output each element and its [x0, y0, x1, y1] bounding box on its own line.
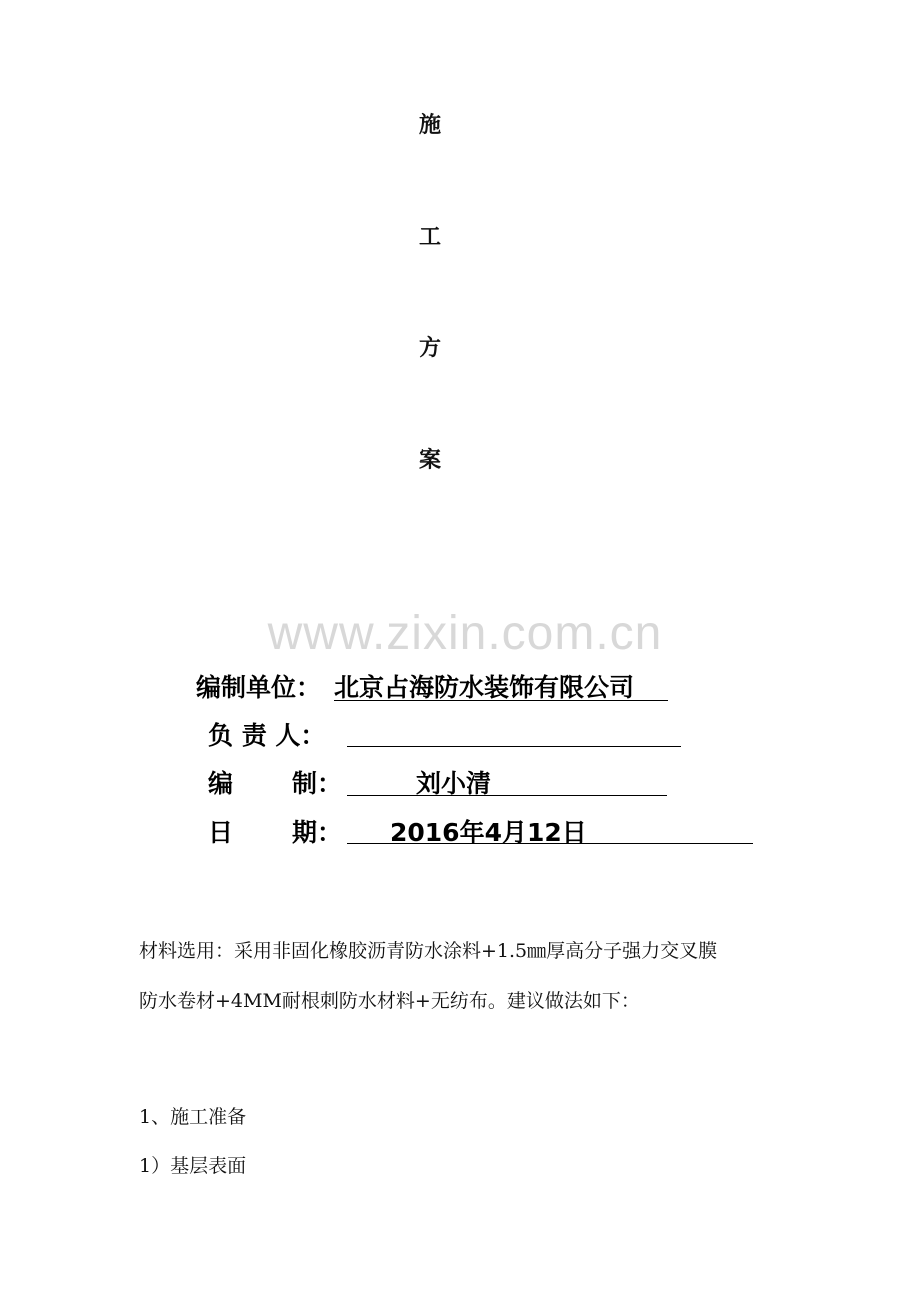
title-char-4: 案: [418, 448, 441, 473]
unit-label: 编制单位：: [196, 673, 322, 702]
date-value: 2016年4月12日: [390, 818, 587, 847]
date-label-1: 日: [208, 818, 234, 847]
compiler-value: 刘小清: [416, 769, 492, 798]
subsection-heading: 1）基层表面: [139, 1155, 247, 1177]
manager-label: 负 责 人：: [208, 721, 326, 750]
unit-underline: [334, 700, 668, 701]
compiler-underline: [347, 795, 667, 796]
title-char-1: 施: [418, 113, 441, 138]
manager-underline: [347, 746, 681, 747]
materials-line-2: 防水卷材+4MM耐根刺防水材料+无纺布。建议做法如下：: [139, 990, 640, 1012]
materials-line-1: 材料选用：采用非固化橡胶沥青防水涂料+1.5㎜厚高分子强力交叉膜: [139, 940, 718, 962]
section-heading: 1、施工准备: [139, 1106, 247, 1128]
title-char-2: 工: [418, 225, 441, 250]
unit-value: 北京占海防水装饰有限公司: [334, 673, 635, 702]
compiler-label-2: 制：: [292, 769, 343, 798]
date-underline: [347, 843, 753, 844]
compiler-label-1: 编: [208, 769, 234, 798]
date-label-2: 期：: [292, 818, 343, 847]
watermark: www.zixin.com.cn: [267, 607, 663, 660]
title-char-3: 方: [418, 336, 441, 361]
